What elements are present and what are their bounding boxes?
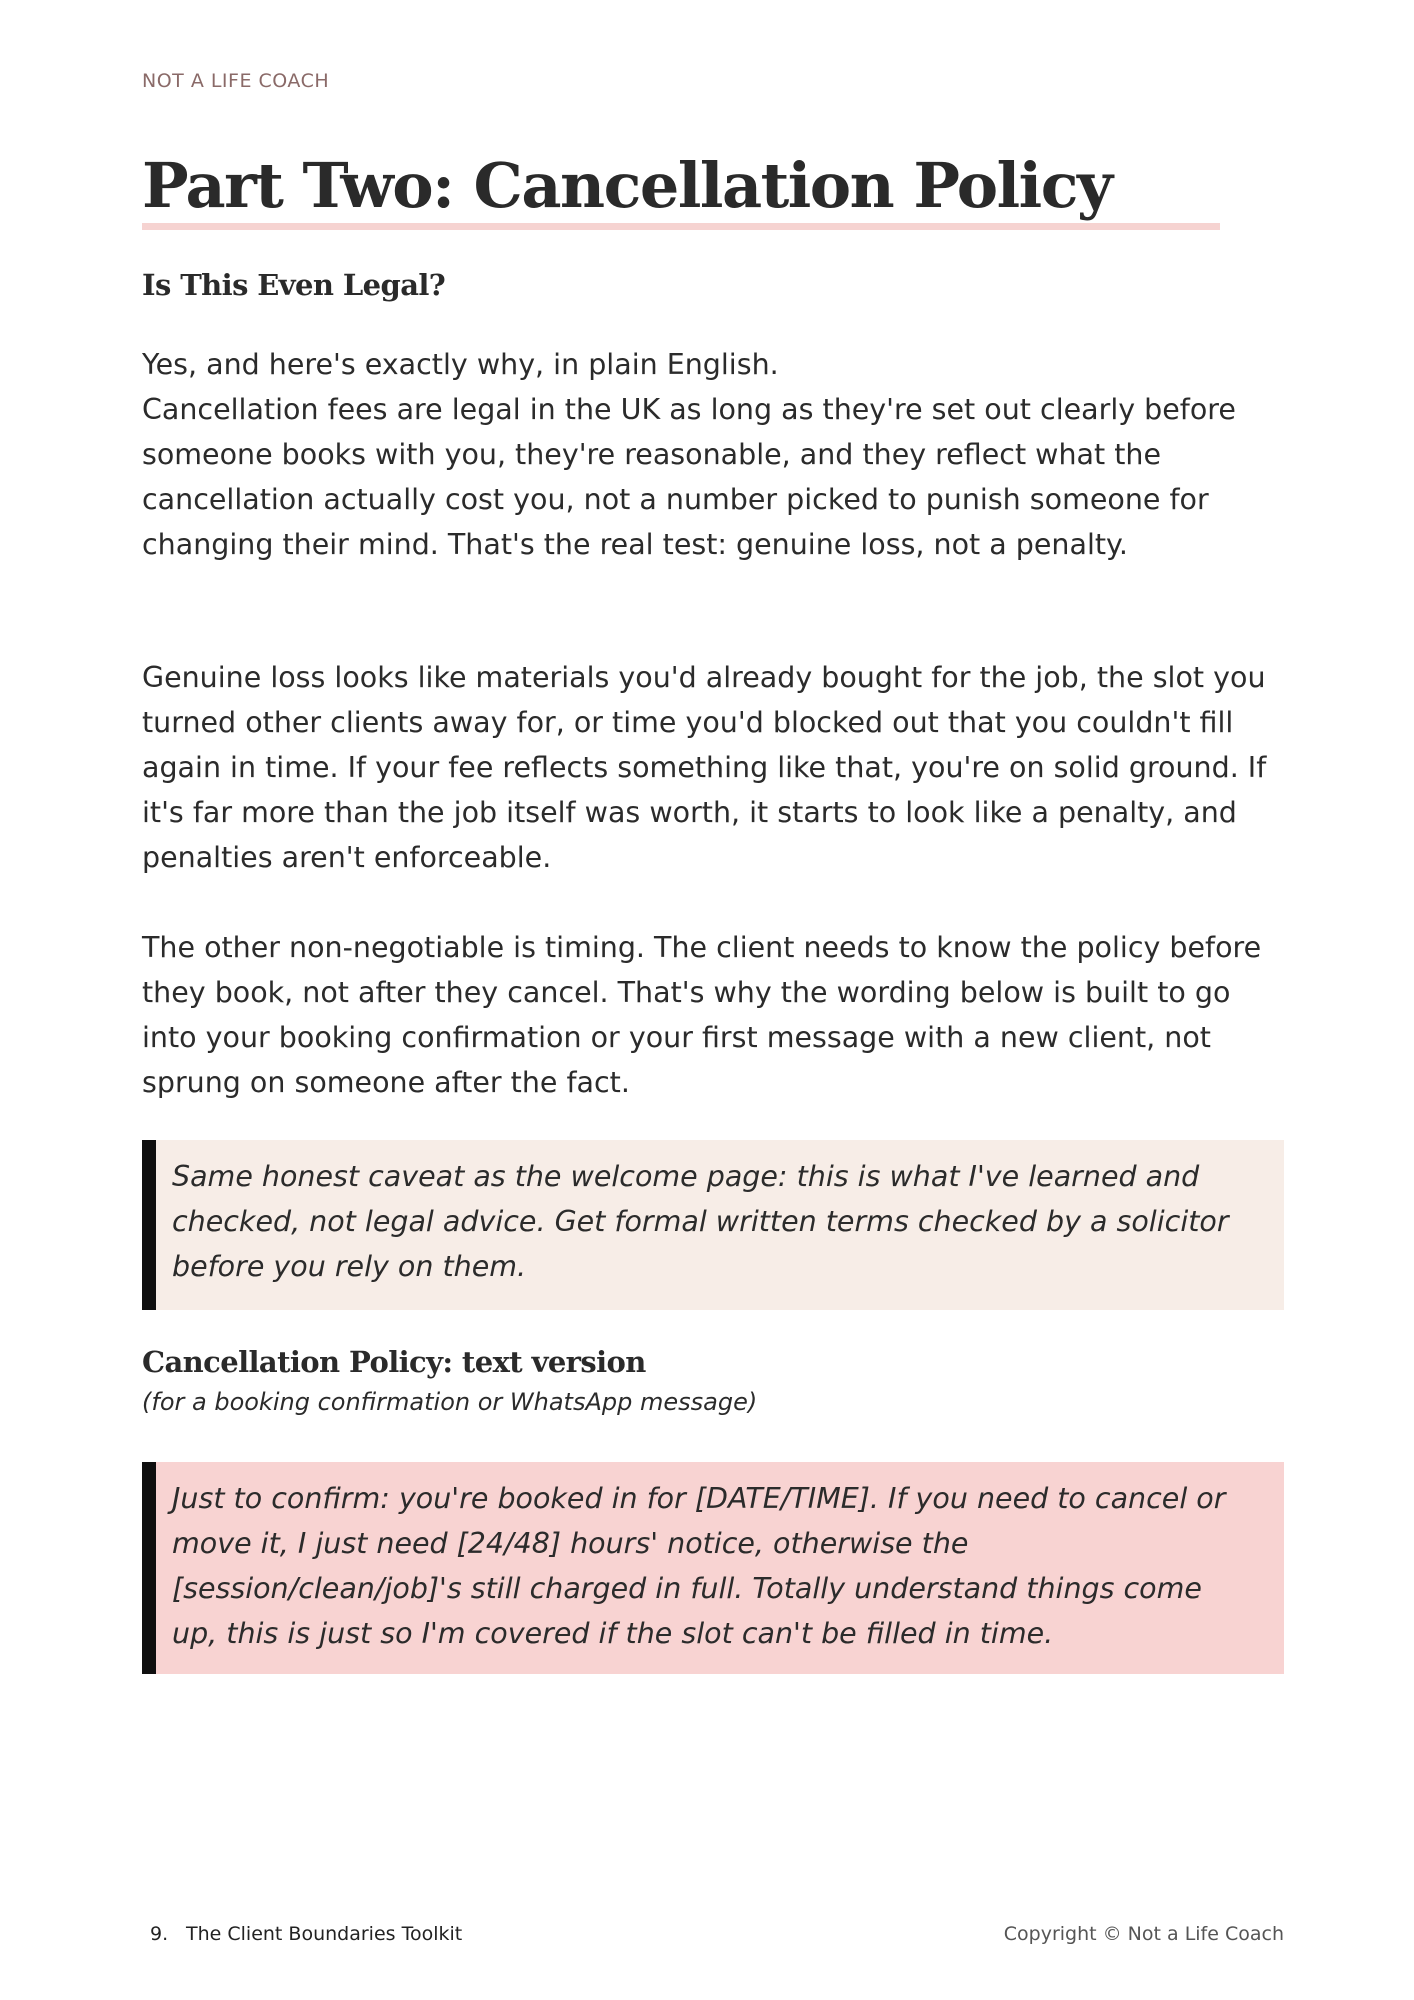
caveat-text: Same honest caveat as the welcome page: this is what I've learned and checked, not legal advice. Get formal written terms checked by a solicitor before you rely on them. — [172, 1160, 1229, 1283]
template-callout — [142, 1462, 1284, 1674]
page-title: Part Two: Cancellation Policy — [142, 149, 1112, 222]
brand-label: NOT A LIFE COACH — [142, 70, 330, 92]
page-number: 9. — [150, 1923, 169, 1945]
template-text: Just to confirm: you're booked in for [DATE/TIME]. If you need to cancel or move it, I just need [24/48] hours' notice, otherwise the [session/clean/job]'s still charged in full. Totally understand things come up, this is just so I'm covered if the slot can't be filled in time. — [172, 1482, 1226, 1650]
footer-left — [150, 1923, 462, 1945]
footer-doc-title: The Client Boundaries Toolkit — [186, 1923, 463, 1945]
footer-copyright: Copyright © Not a Life Coach — [1003, 1923, 1284, 1945]
template-heading: Cancellation Policy: text version — [142, 1345, 646, 1379]
caveat-callout — [142, 1140, 1284, 1310]
section-subheading: Is This Even Legal? — [142, 268, 446, 302]
body-paragraph-3: The other non-negotiable is timing. The client needs to know the policy before they book, not after they cancel. That's why the wording below is built to go into your booking confirmation or your first message with a new client, not sprung on someone after the fact. — [142, 931, 1262, 1099]
body-paragraph-1: Yes, and here's exactly why, in plain English. Cancellation fees are legal in the UK as long as they're set out clearly before someone books with you, they're reasonable, and they reflect what the cancellation actually cost you, not a number picked to punish someone for changing their mind. That's the real test: genuine loss, not a penalty. — [142, 348, 1236, 561]
title-underline — [142, 223, 1220, 230]
body-paragraph-2: Genuine loss looks like materials you'd already bought for the job, the slot you turned other clients away for, or time you'd blocked out that you couldn't fill again in time. If your fee reflects something like that, you're on solid ground. If it's far more than the job itself was worth, it starts to look like a penalty, and penalties aren't enforceable. — [142, 661, 1267, 874]
template-subtitle: (for a booking confirmation or WhatsApp message) — [142, 1388, 758, 1416]
